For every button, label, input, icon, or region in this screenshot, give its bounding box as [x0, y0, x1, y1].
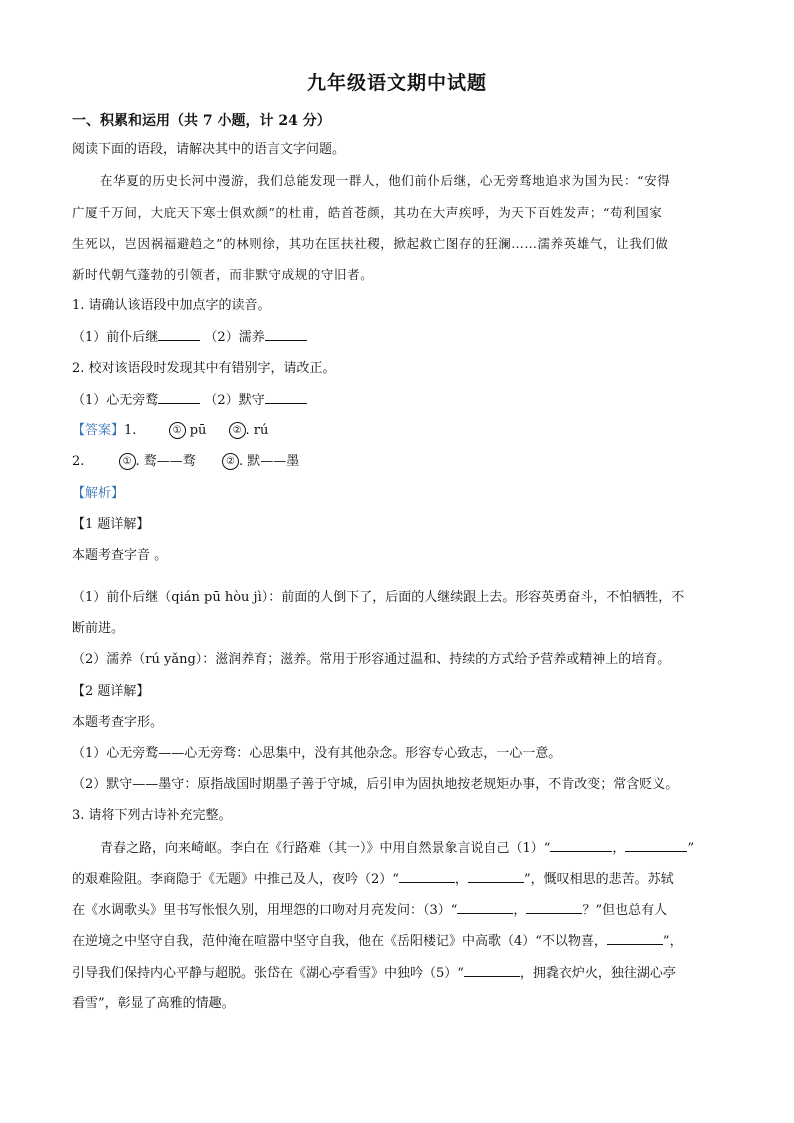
- detail-2-label: 【2 题详解】: [72, 684, 150, 699]
- detail-1-paragraph: （2）濡养（rú yǎng）：滋润养育；滋养。常用于形容通过温和、持续的方式给予营养或精神上的培育。: [72, 652, 671, 667]
- answer-text: . rú: [245, 423, 269, 438]
- poem-text: 在《水调歌头》里书写怅恨久别，用埋怨的口吻对月亮发问：（3）“: [72, 903, 458, 918]
- answer-blank: [526, 901, 582, 914]
- poem-text: 的艰难险阻。李商隐于《无题》中推己及人，夜吟（2）“: [72, 872, 399, 887]
- poem-text: ，: [454, 872, 468, 887]
- answer-blank: [158, 328, 200, 341]
- page-title: 九年级语文期中试题: [306, 72, 487, 94]
- detail-2-paragraph: （1）心无旁鹜——心无旁骛：心思集中，没有其他杂念。形容专心致志，一心一意。: [72, 746, 562, 761]
- answer-label: 【答案】: [72, 423, 125, 438]
- question-1-items: [72, 328, 307, 347]
- answer-blank: [158, 391, 200, 404]
- passage-line: 在华夏的历史长河中漫游，我们总能发现一群人，他们前仆后继，心无旁骛地追求为国为民：“安得: [100, 173, 671, 188]
- answer-row-2: [72, 453, 299, 471]
- question-3-stem: 3. 请将下列古诗补充完整。: [72, 808, 232, 823]
- detail-1-label: 【1 题详解】: [72, 517, 150, 532]
- poem-text: ”，: [662, 934, 683, 949]
- answer-text: . 鹜——骛: [135, 454, 196, 469]
- answer-blank: [550, 839, 612, 852]
- q2-item-2: （2）默守: [204, 393, 265, 408]
- poem-text: 在逆境之中坚守自我，范仲淹在喧嚣中坚守自我，他在《岳阳楼记》中高歌（4）“不以物喜，: [72, 934, 607, 949]
- answer-blank: [457, 901, 513, 914]
- circled-number: ②: [222, 453, 239, 470]
- answer-blank: [468, 870, 524, 883]
- answer-text: . 默——墨: [238, 454, 300, 469]
- answer-blank: [625, 839, 687, 852]
- fill-poem-line: 看雪”，彰显了高雅的情趣。: [72, 996, 235, 1011]
- poem-text: ？”但也总有人: [582, 903, 668, 918]
- poem-text: 引导我们保持内心平静与超脱。张岱在《湖心亭看雪》中独吟（5）“: [72, 966, 464, 981]
- detail-1-paragraph: （1）前仆后继（qián pū hòu jì）：前面的人倒下了，后面的人继续跟上去。形容英勇奋斗，不怕牺牲，不: [72, 590, 685, 605]
- question-1-stem: 1. 请确认该语段中加点字的读音。: [72, 298, 271, 313]
- answer-text: pū: [189, 423, 207, 438]
- circled-number: ②: [229, 422, 246, 439]
- detail-2-paragraph: （2）默守——墨守：原指战国时期墨子善于守城，后引申为固执地按老规矩办事，不肯改变；常含贬义。: [72, 777, 679, 792]
- poem-text: ”，慨叹相思的悲苦。苏轼: [523, 872, 674, 887]
- analysis-label: 【解析】: [72, 486, 125, 501]
- answer-blank: [265, 391, 307, 404]
- poem-text: ，拥毳衣炉火，独往湖心亭: [519, 966, 676, 981]
- fill-poem-line: [72, 901, 667, 920]
- answer-blank: [464, 964, 520, 977]
- reading-instruction: 阅读下面的语段，请解决其中的语言文字问题。: [72, 142, 346, 157]
- answer-number: 2.: [72, 454, 85, 469]
- passage-line: 生死以，岂因祸福避趋之”的林则徐，其功在匡扶社稷，掀起救亡图存的狂澜……濡养英雄气，让我们做: [72, 236, 669, 251]
- q2-item-1: （1）心无旁鹜: [72, 393, 159, 408]
- circled-number: ①: [169, 422, 186, 439]
- fill-poem-line: [72, 964, 676, 983]
- detail-2-intro: 本题考查字形。: [72, 715, 164, 730]
- q1-item-1: （1）前仆后继: [72, 330, 159, 345]
- answer-row-1: [72, 422, 268, 440]
- poem-text: 青春之路，向来崎岖。李白在《行路难（其一）》中用自然景象言说自己（1）“: [100, 841, 551, 856]
- section-heading: 一、积累和运用（共 7 小题，计 24 分）: [72, 113, 331, 129]
- circled-number: ①: [119, 453, 136, 470]
- poem-text: ”: [687, 841, 695, 856]
- question-2-stem: 2. 校对该语段时发现其中有错别字，请改正。: [72, 361, 336, 376]
- answer-blank: [607, 932, 663, 945]
- q1-item-2: （2）濡养: [204, 330, 265, 345]
- poem-text: ，: [612, 841, 626, 856]
- answer-number: 1.: [124, 423, 137, 438]
- detail-1-paragraph: 断前进。: [72, 621, 125, 636]
- passage-line: 新时代朝气蓬勃的引领者，而非默守成规的守旧者。: [72, 267, 374, 282]
- question-2-items: [72, 391, 307, 410]
- passage-line: 广厦千万间，大庇天下寒士俱欢颜”的杜甫，皓首苍颜，其功在大声疾呼，为天下百姓发声；“苟利国家: [72, 205, 663, 220]
- fill-poem-line: [72, 870, 674, 889]
- detail-1-intro: 本题考查字音 。: [72, 548, 168, 563]
- answer-blank: [265, 328, 307, 341]
- answer-blank: [399, 870, 455, 883]
- fill-poem-line: [100, 839, 694, 858]
- fill-poem-line: [72, 932, 683, 951]
- poem-text: ，: [513, 903, 527, 918]
